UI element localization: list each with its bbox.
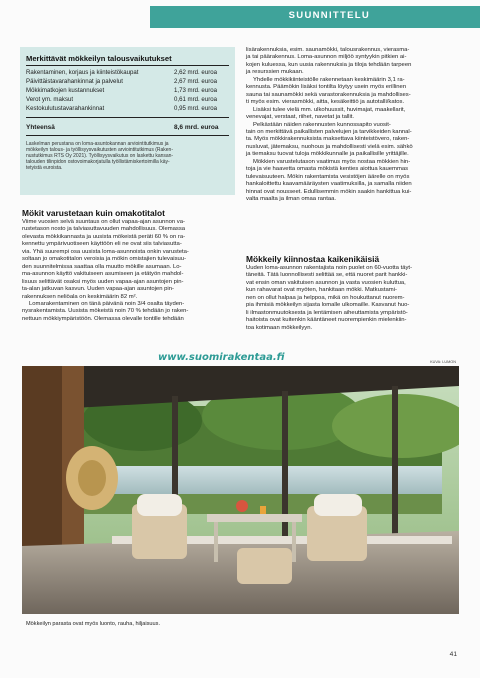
right-heading: Mökkeily kiinnostaa kaikenikäisiä [246,254,380,264]
economy-infobox [20,47,235,195]
infobox-divider-top [26,65,229,66]
page-header [0,0,480,40]
infobox-divider-bottom [26,135,229,136]
photo-caption: Mökkeilyn parasta ovat myös luonto, rauha, hiljaisuus. [26,621,161,627]
infobox-title: Merkittävät mökkeilyn talousvaikutukset [26,54,172,63]
left-column-text: Viime vuosien selvä suuntaus on ollut vapaa-ajan asunnon va- rustetason nosto ja talviasuttavuuden mahdollisuus. Olemassa olevasta mökkikannasta ja uusista mökeistä peräti 60 % on ra- kennettu ympärivuotiseen käyttöön eli ne ovat siis talviasutta- via. Yhä suurempi osa uusista loma-asunnoista onkin varusteta- soltaan jo omakotitalon veroisia ja mökin omistajien tulevaisuu- den suunnitelmissa saattaa olla muutto mökille asumaan. Lo- ma-asunnon käyttö vakituiseen asumiseen ja etätyön mahdol- lisuus selittävät osaksi myös uuden vapaa-ajan asuntojen pin- ta-alan jatkuvan kasvun. Uuden vapaa-ajan asuntojen pin- rakennuksen neliöala on keskimäärin 82 m². Lomarakentaminen on tänä päivänä noin 3/4 osalta täyden- nysrakentamista. Uusista mökeistä noin 70 % tehdään jo raken- nettuun mökkiympäristöön. Olemassa olevalle tontille tehdään [22,219,189,322]
infobox-total: Yhteensä 8,6 mrd. euroa [26,124,219,131]
infobox-row: Päivittäistavarahankinnat ja palvelut 2,67 mrd. euroa [26,78,218,85]
photo-credit: KUVA: LUMON [430,360,456,364]
infobox-row: Kestokulutustavarahankinnat 0,95 mrd. euroa [26,105,218,112]
page-number: 41 [449,651,457,658]
website-link[interactable]: www.suomirakentaa.fi [158,352,285,363]
infobox-divider [26,117,229,118]
terrace-photo [22,366,459,614]
infobox-row: Mökkimatkojen kustannukset 1,73 mrd. euroa [26,87,218,94]
infobox-row: Verot ym. maksut 0,61 mrd. euroa [26,96,218,103]
right-column-text: lisärakennuksia, esim. saunamökki, talousrakennus, vierasma- ja tai päärakennus. Loma-asunnon miljöö syntyykin pitkien ai- kojen kuluessa, kun uusia rakennuksia ja tiloja tehdään tarpeen ja resurssien mukaan. Yhdelle mökkikiinteistölle rakennetaan keskimäärin 3,1 ra- kennusta. Päämökin lisäksi tontilta löytyy usein myös erillinen sauna tai saunamökki sekä varastorakennuksia ja mahdollises- ti myös esim. vierasmökki, aitta, kesäkeittiö ja autotalli/katos. Lisäksi tulee vielä mm. ulkohuussit, huvimajat, maakellarit, venevajat, verstaat, riihet, navetat ja tallit. Pelkästään näiden rakennusten kunnossapito vuosit- tain on merkittävä paikallisten palvelujen ja tarvikkeiden kannal- ta. Myös mökkirakennuksista maksettava kiinteistövero, raken- nusluvat, jätemaksu, nuohous ja mahdollisesti vielä esim. sähkö ja tiemaksu tuovat tuloja mökkikunnalle ja paikallisille yrittäjille. Mökkien varustelutason vaatimus myös nostaa mökkien hin- toja ja vie haavetta omasta mökistä kenties aiottua kauemmas tulevaisuuteen. Mökin rakentamista vesistöjen äärelle on myös hankaloittettu kaavamääräysten vaatimuksilla, ja samalla niiden hinnat ovat nousseet. Edullisemmin mökin saakin hankittua kui- valta maalta ja ilman omaa rantaa. [246,47,413,203]
section-title: SUUNNITTELU [288,10,370,21]
left-heading: Mökit varustetaan kuin omakotitalot [22,208,165,218]
right-column-text-2: Uuden loma-asunnon rakentajista noin puolet on 60-vuotta täyt- täneitä. Tätä luonnollisesti selittää se, että nuoret parit hankki- vat ensin oman vakituisen asunnon ja vasta vuosien kuluttua, kun rahavarat ovat myöten, hankitaan mökki. Matkustami- nen on ollut halpaa ja helppoa, mikä on houkuttanut nuorem- pia ihmisiä mökkeilyn sijasta lomalle ulkomaille. Kasvanut huo- li ilmastonmuutoksesta ja lentämisen aiheuttamista ympäristö- haitoista ovat kuitenkin kääntäneet nuorempienkin mielenkiin- toa kotimaan mökkeilyyn. [246,265,413,331]
infobox-row: Rakentaminen, korjaus ja kiinteistökaupat 2,62 mrd. euroa [26,69,218,76]
infobox-note: Laskelman perustana on loma-asuntokannan arviointitutkimus ja mökkeilyn talous- ja työllisyysvaikutusten arviointitutkimus (Raken- nustutkimus RTS Oy 2021). Työllisyysvaikutus on laskettu kansan- talouden tilinpidon ostovoimakorjatulla työllistämiskertoimilla käy- tetyistä euroista. [26,141,174,172]
